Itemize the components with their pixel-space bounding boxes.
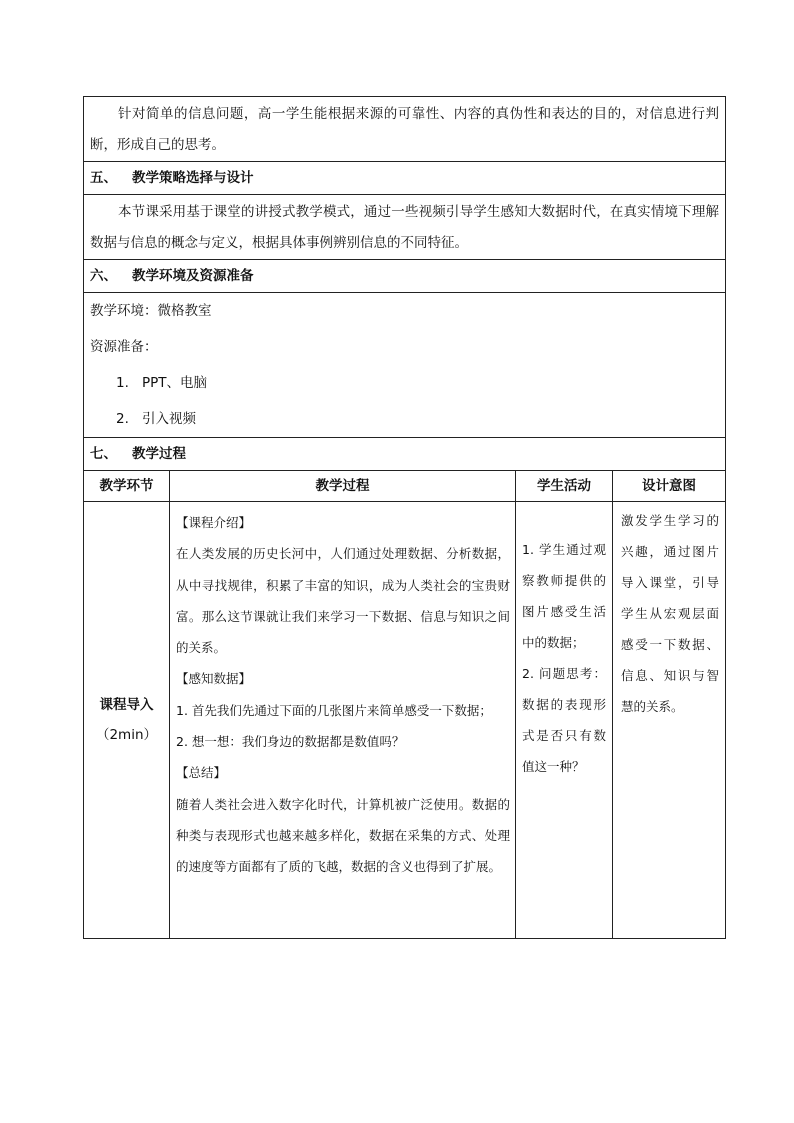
intent-cell	[613, 502, 726, 939]
activity-cell	[516, 502, 613, 939]
header-process: 教学过程	[315, 478, 370, 494]
section5-title: 教学策略选择与设计	[132, 170, 254, 186]
intro-paragraph: 针对简单的信息问题，高一学生能根据来源的可靠性、内容的真伪性和表达的目的，对信息进行判断，形成自己的思考。	[90, 106, 719, 153]
table-row	[84, 502, 726, 939]
section6-heading	[84, 260, 725, 292]
process-paragraph: 随着人类社会进入数字化时代，计算机被广泛使用。数据的种类与表现形式也越来越多样化，数据在采集的方式、处理的速度等方面都有了质的飞越，数据的含义也得到了扩展。	[176, 796, 510, 875]
activity-content	[516, 502, 612, 782]
stage-time: （2min）	[95, 727, 158, 743]
process-heading-perceive: 【感知数据】	[176, 671, 252, 687]
table-header-row	[84, 471, 726, 502]
stage-name: 课程导入	[99, 697, 154, 713]
process-paragraph: 在人类发展的历史长河中，人们通过处理数据、分析数据，从中寻找规律，积累了丰富的知识，成为人类社会的宝贵财富。那么这节课就让我们来学习一下数据、信息与知识之间的关系。	[176, 546, 510, 656]
section6-heading-row	[84, 260, 726, 293]
resource-item	[84, 401, 725, 437]
process-heading-summary: 【总结】	[176, 765, 227, 781]
environment-line: 教学环境：微格教室	[90, 303, 212, 319]
section5-heading	[84, 162, 725, 194]
section6-number: 六、	[90, 268, 117, 284]
intent-content: 激发学生学习的兴趣，通过图片导入课堂，引导学生从宏观层面感受一下数据、信息、知识与智慧的关系。	[621, 513, 719, 714]
process-cell	[170, 502, 516, 939]
section5-body-row	[84, 195, 726, 260]
section7-heading	[84, 438, 725, 470]
header-activity: 学生活动	[537, 478, 591, 494]
section5-body: 本节课采用基于课堂的讲授式教学模式，通过一些视频引导学生感知大数据时代，在真实情境下理解数据与信息的概念与定义，根据具体事例辨别信息的不同特征。	[90, 204, 719, 251]
resource-item-text: PPT、电脑	[142, 375, 208, 391]
process-step: 1. 首先我们先通过下面的几张图片来简单感受一下数据；	[176, 702, 492, 718]
section7-heading-row	[84, 438, 726, 471]
resource-item	[84, 365, 725, 401]
section7-number: 七、	[90, 446, 117, 462]
process-content	[170, 502, 515, 887]
lesson-plan-table	[83, 96, 726, 939]
section6-title: 教学环境及资源准备	[132, 268, 254, 284]
section5-heading-row	[84, 162, 726, 195]
process-step: 2. 想一想：我们身边的数据都是数值吗？	[176, 734, 405, 750]
header-stage: 教学环节	[99, 478, 154, 494]
activity-item: 1. 学生通过观察教师提供的图片感受生活中的数据；	[522, 542, 606, 650]
stage-cell	[84, 502, 170, 939]
activity-item: 2. 问题思考：数据的表现形式是否只有数值这一种？	[522, 666, 606, 774]
section6-body-row	[84, 293, 726, 438]
intro-row	[84, 97, 726, 162]
resources-label: 资源准备：	[90, 339, 158, 355]
section5-number: 五、	[90, 170, 117, 186]
resource-item-number: 1.	[116, 375, 129, 391]
section7-title: 教学过程	[132, 446, 186, 462]
process-heading-intro: 【课程介绍】	[176, 515, 252, 530]
resource-item-text: 引入视频	[142, 411, 196, 427]
header-intent: 设计意图	[642, 478, 696, 494]
resource-item-number: 2.	[116, 411, 129, 427]
